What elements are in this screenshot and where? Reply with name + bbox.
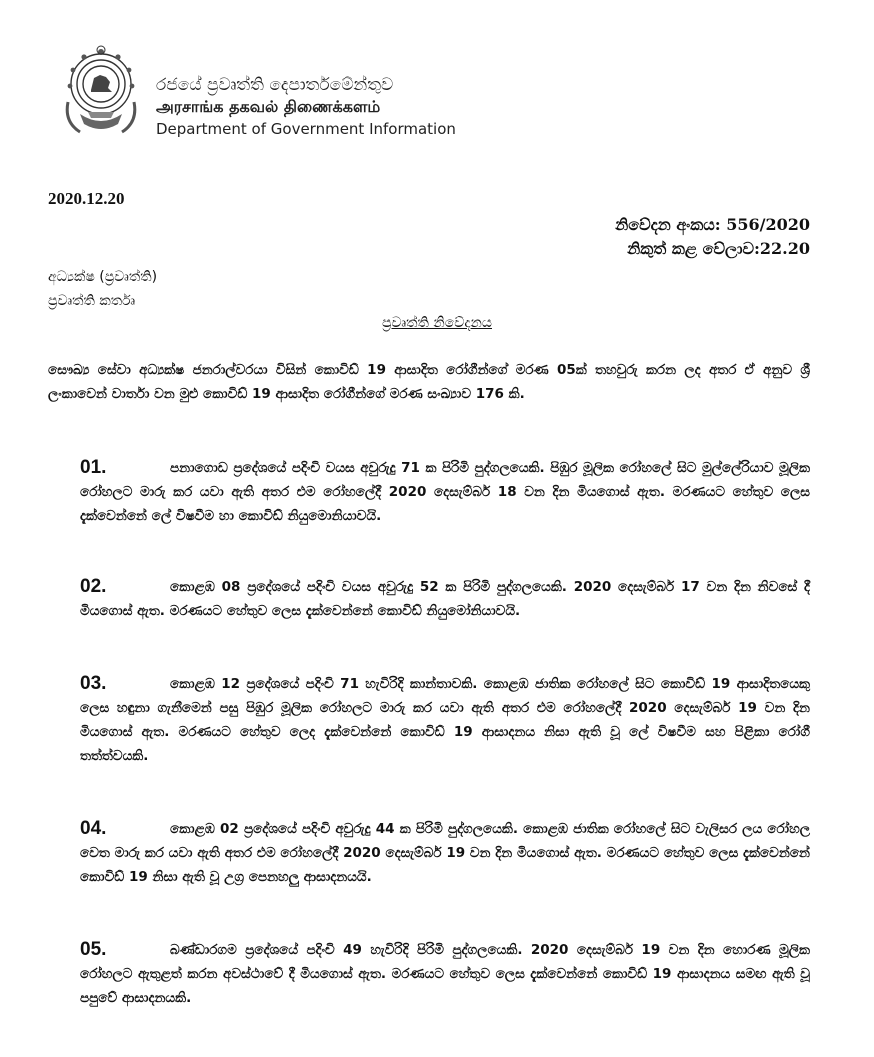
- department-names: [156, 74, 486, 140]
- item-number: 03.: [80, 673, 107, 694]
- letterhead: [58, 42, 478, 142]
- release-number: නිවේදන අංකය: 556/2020: [615, 215, 810, 234]
- item-text: පනාගොඩ ප්‍රදේශයේ පදිංචි වයස අවුරුදු 71 ක පිරිමි පුද්ගලයෙකි. පිඹුර මූලික රෝහලේ සිට මුල්ලේරියාව මූලික රෝහලට මාරු කර යවා ඇති අතර එම රෝහලේදී 2020 දෙසැම්බර් 18 වන දින මියගොස් ඇත. මරණයට හේතුව ලෙස දැක්වෙන්නේ ලේ විෂවීම හා කොවිඩ් නියුමොනියාවයි.: [80, 460, 810, 524]
- addressee: [48, 265, 157, 313]
- item-text: කොළඹ 02 ප්‍රදේශයේ පදිංචි අවුරුදු 44 ක පිරිමි පුද්ගලයෙකි. කොළඹ ජාතික රෝහලේ සිට වැලිසර ලය රෝහල වෙත මාරු කර යවා ඇති අතර එම රෝහලේදී 2020 දෙසැම්බර් 19 වන දින මියගොස් ඇත. මරණයට හේතුව ලෙස දැක්වෙන්නේ කොවිඩ් 19 නිසා ඇති වූ උග්‍ර පෙනහලු ආසාදනයයි.: [80, 821, 810, 885]
- sri-lanka-emblem-icon: [58, 42, 144, 138]
- list-item: [80, 672, 810, 768]
- addressee-line-1: අධ්‍යක්ෂ (ප්‍රවෘත්ති): [48, 269, 158, 285]
- list-item: [80, 575, 810, 623]
- item-text: බණ්ඩාරගම ප්‍රදේශයේ පදිංචි 49 හැවිරිදි පිරිමි පුද්ගලයෙකි. 2020 දෙසැම්බර් 19 වන දින හොරණ මූලික රෝහලට ඇතුළත් කරන අවස්ථාවේ දී මියගොස් ඇත. මරණයට හේතුව ලෙස දැක්වෙන්නේ කොවිඩ් 19 ආසාදනය සමඟ ඇති වූ පපුවේ ආසාදනයකි.: [80, 942, 810, 1006]
- addressee-line-2: ප්‍රවෘත්ති කර්තෘ: [48, 293, 136, 309]
- list-item: [80, 938, 810, 1010]
- intro-paragraph: සෞඛ්‍ය සේවා අධ්‍යක්ෂ ජනරාල්වරයා විසින් කොවිඩ් 19 ආසාදිත රෝගීන්ගේ මරණ 05ක් තහවුරු කරන ලද අතර ඒ අනුව ශ්‍රී ලංකාවෙන් වාර්තා වන මුළු කොවිඩ් 19 ආසාදිත රෝගීන්ගේ මරණ සංඛ්‍යාව 176 කි.: [48, 362, 810, 402]
- list-item: [80, 456, 810, 528]
- department-name-tamil: அரசாங்க தகவல் திணைக்களம்: [156, 97, 381, 116]
- item-text: කොළඹ 12 ප්‍රදේශයේ පදිංචි 71 හැවිරිදි කාන්තාවකි. කොළඹ ජාතික රෝහලේ සිට කොවිඩ් 19 ආසාදිතයෙකු ලෙස හඳුනා ගැනීමෙන් පසු පිඹුර මූලික රෝහලට මාරු කර යවා ඇති අතර එම රෝහලේදී 2020 දෙසැම්බර් 19 වන දින මියගොස් ඇත. මරණයට හේතුව ලෙද දැක්වෙන්නේ කොවිඩ් 19 ආසාදනය නිසා ඇති වූ ලේ විෂවීම සහ පිළිකා රෝගී තත්ත්වයකි.: [80, 676, 811, 764]
- document-heading: [0, 315, 874, 331]
- item-number: 05.: [80, 939, 107, 960]
- list-item: [80, 817, 810, 889]
- department-name-english: Department of Government Information: [156, 120, 456, 138]
- item-number: 04.: [80, 818, 107, 839]
- item-text: කොළඹ 08 ප්‍රදේශයේ පදිංචි වයස අවුරුදු 52 ක පිරිමි පුද්ගලයෙකි. 2020 දෙසැම්බර් 17 වන දින නිවසේ දී මියගොස් ඇත. මරණයට හේතුව ලෙස දැක්වෙන්නේ කොවිඩ් නියුමෝනියාවයි.: [80, 579, 810, 619]
- item-number: 01.: [80, 457, 107, 478]
- release-date: 2020.12.20: [48, 189, 125, 208]
- department-name-sinhala: රජයේ ප්‍රවෘත්ති දෙපාර්තමේන්තුව: [156, 75, 394, 95]
- item-number: 02.: [80, 576, 107, 597]
- heading-text: ප්‍රවෘත්ති නිවේදනය: [382, 315, 492, 331]
- release-time: නිකුත් කළ වේලාව:22.20: [627, 239, 810, 258]
- release-reference: [615, 213, 810, 261]
